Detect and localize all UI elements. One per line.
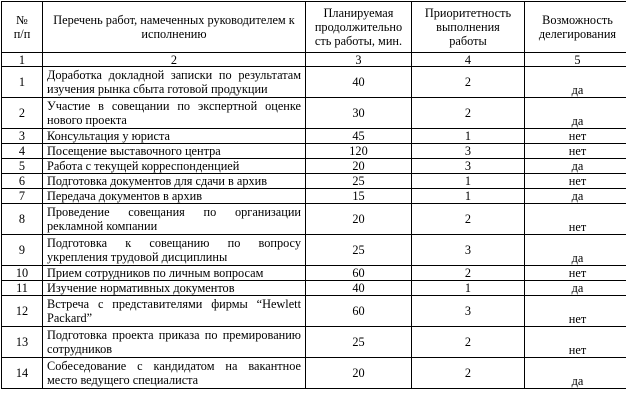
delegation-value: да xyxy=(525,159,626,174)
duration-value: 20 xyxy=(306,204,412,235)
table-row xyxy=(2,281,626,296)
duration-value: 45 xyxy=(306,129,412,144)
row-number: 14 xyxy=(2,358,43,389)
table-row xyxy=(2,67,626,98)
table-row xyxy=(2,159,626,174)
task-name: Участие в совещании по экспертной оценке нового проекта xyxy=(43,98,306,129)
priority-value: 1 xyxy=(412,129,525,144)
header-number: № п/п xyxy=(2,2,43,53)
table-row xyxy=(2,98,626,129)
task-name: Посещение выставочного центра xyxy=(43,144,306,159)
table-row xyxy=(2,358,626,389)
priority-value: 2 xyxy=(412,98,525,129)
delegation-value: да xyxy=(525,235,626,266)
row-number: 1 xyxy=(2,67,43,98)
task-name: Встреча с представителями фирмы “Hewlett Packard” xyxy=(43,296,306,327)
task-name: Консультация у юриста xyxy=(43,129,306,144)
header-delegation: Возможность делегирования xyxy=(525,2,626,53)
column-number: 4 xyxy=(412,53,525,67)
duration-value: 25 xyxy=(306,235,412,266)
priority-value: 3 xyxy=(412,159,525,174)
priority-value: 2 xyxy=(412,358,525,389)
task-name: Подготовка документов для сдачи в архив xyxy=(43,174,306,189)
task-name: Проведение совещания по организации рекламной компании xyxy=(43,204,306,235)
table-row xyxy=(2,144,626,159)
header-priority: Приоритетность выполнения работы xyxy=(412,2,525,53)
row-number: 12 xyxy=(2,296,43,327)
work-plan-table xyxy=(1,1,626,389)
delegation-value: да xyxy=(525,67,626,98)
column-number: 2 xyxy=(43,53,306,67)
delegation-value: да xyxy=(525,281,626,296)
delegation-value: да xyxy=(525,98,626,129)
task-name: Доработка докладной записки по результатам изучения рынка сбыта готовой продукции xyxy=(43,67,306,98)
priority-value: 1 xyxy=(412,281,525,296)
duration-value: 120 xyxy=(306,144,412,159)
row-number: 7 xyxy=(2,189,43,204)
duration-value: 25 xyxy=(306,174,412,189)
table-row xyxy=(2,296,626,327)
table-row xyxy=(2,129,626,144)
duration-value: 60 xyxy=(306,296,412,327)
task-name: Подготовка проекта приказа по премированию сотрудников xyxy=(43,327,306,358)
duration-value: 60 xyxy=(306,266,412,281)
priority-value: 1 xyxy=(412,174,525,189)
duration-value: 40 xyxy=(306,281,412,296)
table-row xyxy=(2,189,626,204)
priority-value: 2 xyxy=(412,67,525,98)
priority-value: 3 xyxy=(412,235,525,266)
row-number: 2 xyxy=(2,98,43,129)
priority-value: 3 xyxy=(412,144,525,159)
row-number: 8 xyxy=(2,204,43,235)
column-number: 1 xyxy=(2,53,43,67)
task-name: Передача документов в архив xyxy=(43,189,306,204)
priority-value: 2 xyxy=(412,327,525,358)
duration-value: 30 xyxy=(306,98,412,129)
table-row xyxy=(2,266,626,281)
delegation-value: нет xyxy=(525,174,626,189)
column-number-row xyxy=(2,53,626,67)
priority-value: 1 xyxy=(412,189,525,204)
header-duration: Планируемая продолжительно сть работы, мин. xyxy=(306,2,412,53)
duration-value: 40 xyxy=(306,67,412,98)
header-row xyxy=(2,2,626,53)
duration-value: 20 xyxy=(306,358,412,389)
delegation-value: да xyxy=(525,358,626,389)
task-name: Подготовка к совещанию по вопросу укрепления трудовой дисциплины xyxy=(43,235,306,266)
row-number: 13 xyxy=(2,327,43,358)
table-row xyxy=(2,174,626,189)
task-name: Работа с текущей корреспонденцией xyxy=(43,159,306,174)
duration-value: 20 xyxy=(306,159,412,174)
table-row xyxy=(2,327,626,358)
priority-value: 2 xyxy=(412,204,525,235)
row-number: 4 xyxy=(2,144,43,159)
priority-value: 3 xyxy=(412,296,525,327)
row-number: 9 xyxy=(2,235,43,266)
duration-value: 25 xyxy=(306,327,412,358)
row-number: 6 xyxy=(2,174,43,189)
column-number: 5 xyxy=(525,53,626,67)
task-name: Собеседование с кандидатом на вакантное место ведущего специалиста xyxy=(43,358,306,389)
table-row xyxy=(2,235,626,266)
task-name: Прием сотрудников по личным вопросам xyxy=(43,266,306,281)
delegation-value: нет xyxy=(525,296,626,327)
delegation-value: нет xyxy=(525,327,626,358)
delegation-value: нет xyxy=(525,144,626,159)
delegation-value: да xyxy=(525,189,626,204)
task-name: Изучение нормативных документов xyxy=(43,281,306,296)
delegation-value: нет xyxy=(525,129,626,144)
table-row xyxy=(2,204,626,235)
header-task: Перечень работ, намеченных руководителем к исполнению xyxy=(43,2,306,53)
row-number: 3 xyxy=(2,129,43,144)
row-number: 11 xyxy=(2,281,43,296)
priority-value: 2 xyxy=(412,266,525,281)
delegation-value: нет xyxy=(525,204,626,235)
column-number: 3 xyxy=(306,53,412,67)
table-body xyxy=(2,53,626,389)
delegation-value: нет xyxy=(525,266,626,281)
row-number: 5 xyxy=(2,159,43,174)
duration-value: 15 xyxy=(306,189,412,204)
row-number: 10 xyxy=(2,266,43,281)
